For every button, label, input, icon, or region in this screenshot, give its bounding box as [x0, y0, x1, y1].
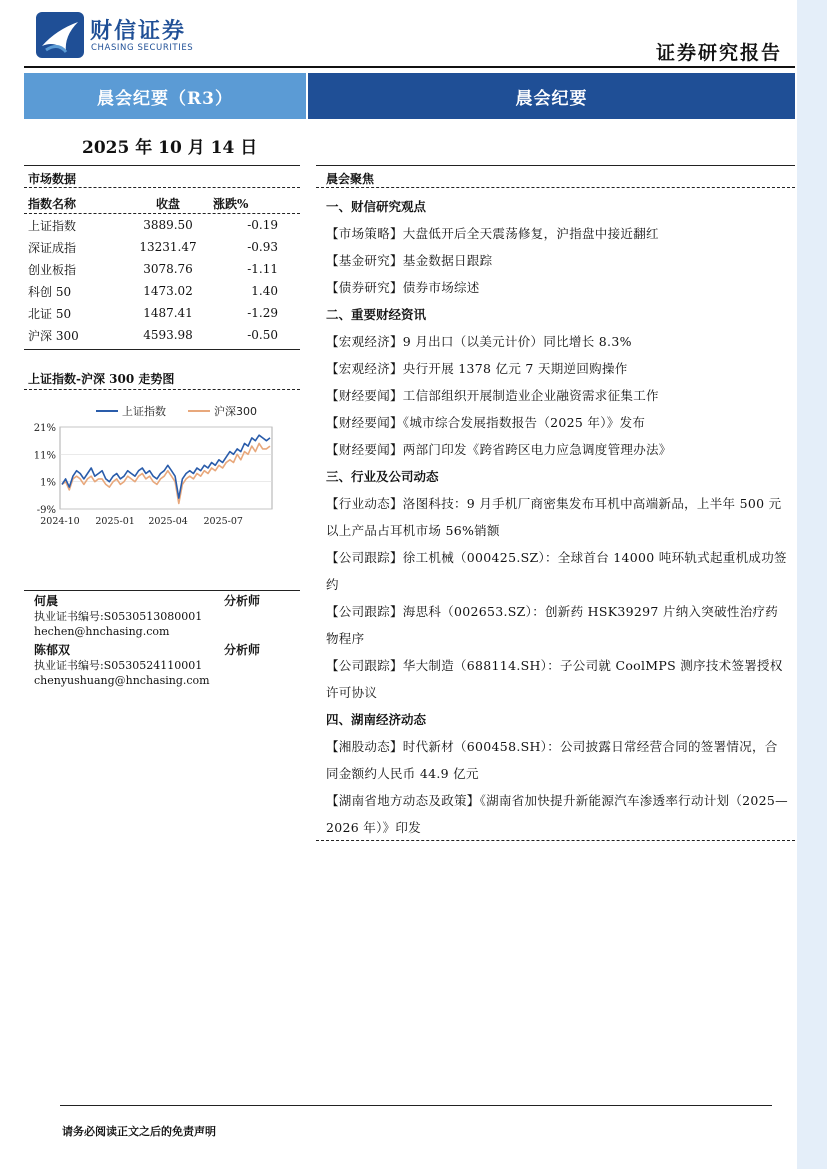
- footer-rule: [60, 1105, 772, 1106]
- focus-content: [326, 193, 788, 841]
- change-cell: -1.11: [247, 262, 278, 276]
- col-header-close: 收盘: [155, 196, 180, 211]
- company-logo: [36, 12, 84, 58]
- market-title-rule: [24, 187, 300, 188]
- focus-item[interactable]: 【基金研究】基金数据日跟踪: [326, 253, 493, 268]
- focus-title-rule: [316, 187, 795, 188]
- focus-item[interactable]: 【债券研究】债券市场综述: [326, 280, 480, 295]
- chart-y-tick-label: 11%: [33, 450, 56, 462]
- analyst-email[interactable]: hechen@hnchasing.com: [34, 625, 170, 638]
- side-decoration-bar: [797, 0, 827, 1169]
- market-top-rule: [24, 165, 300, 166]
- change-cell: -1.29: [247, 306, 278, 320]
- focus-section-heading: 四、湖南经济动态: [326, 712, 427, 727]
- analyst-role: 分析师: [223, 643, 260, 657]
- chart-x-tick-label: 2024-10: [40, 516, 80, 527]
- close-cell: 4593.98: [143, 328, 193, 342]
- focus-top-rule: [316, 165, 795, 166]
- index-name-cell: 科创 50: [28, 284, 72, 299]
- logo-cn-text: 财信证券: [90, 19, 187, 44]
- table-row: [28, 302, 300, 324]
- change-cell: -0.19: [247, 218, 278, 232]
- focus-item[interactable]: 【行业动态】洛图科技：9 月手机厂商密集发布耳机中高端新品，上半年 500 元以上产品占耳机市场 56%销额: [326, 496, 782, 538]
- market-bottom-rule: [24, 349, 300, 350]
- market-data-table: [28, 192, 300, 346]
- focus-section-heading: 三、行业及公司动态: [326, 469, 439, 484]
- banner-left: 晨会纪要（R3）: [24, 73, 306, 119]
- close-cell: 13231.47: [139, 240, 197, 254]
- change-cell: -0.50: [247, 328, 278, 342]
- focus-item[interactable]: 【湘股动态】时代新材（600458.SH）：公司披露日常经营合同的签署情况，合同金额约人民币 44.9 亿元: [326, 739, 778, 781]
- table-row: [28, 280, 300, 302]
- report-date: 2025 年 10 月 14 日: [82, 138, 258, 158]
- index-name-cell: 深证成指: [28, 240, 77, 255]
- focus-item[interactable]: 【财经要闻】工信部组织开展制造业企业融资需求征集工作: [326, 388, 659, 403]
- index-name-cell: 创业板指: [28, 262, 77, 277]
- change-cell: 1.40: [251, 284, 278, 298]
- analyst-block-2: [34, 643, 296, 688]
- analyst-name: 何晨: [34, 594, 59, 608]
- chart-title-rule: [24, 389, 300, 390]
- analyst-role: 分析师: [223, 594, 260, 608]
- chart-x-tick-label: 2025-01: [95, 516, 135, 527]
- chart-y-tick-label: 1%: [40, 477, 56, 489]
- chart-y-tick-label: -9%: [36, 505, 56, 516]
- chart-legend-label: 上证指数: [122, 405, 166, 418]
- close-cell: 1487.41: [143, 306, 193, 320]
- col-header-name: 指数名称: [28, 196, 77, 211]
- focus-item[interactable]: 【宏观经济】央行开展 1378 亿元 7 天期逆回购操作: [326, 361, 628, 376]
- table-row: [28, 214, 300, 236]
- focus-title: 晨会聚焦: [326, 172, 375, 186]
- chart-legend-label: 沪深300: [214, 405, 257, 418]
- focus-item[interactable]: 【市场策略】大盘低开后全天震荡修复，沪指盘中接近翻红: [326, 226, 659, 241]
- close-cell: 3078.76: [143, 262, 193, 276]
- table-row: [28, 236, 300, 258]
- footer-disclaimer[interactable]: 请务必阅读正文之后的免责声明: [62, 1125, 216, 1138]
- logo-en-text: CHASING SECURITIES: [91, 43, 194, 53]
- close-cell: 3889.50: [143, 218, 193, 232]
- analyst-top-rule: [24, 590, 300, 591]
- focus-bottom-rule: [316, 840, 795, 841]
- table-header-row: [28, 192, 300, 214]
- analyst-block-1: [34, 594, 296, 639]
- chart-y-tick-label: 21%: [33, 423, 56, 434]
- trend-chart: [24, 397, 300, 533]
- col-header-change: 涨跌%: [213, 196, 249, 211]
- market-data-title: 市场数据: [28, 172, 77, 186]
- banner-right: 晨会纪要: [308, 73, 795, 119]
- focus-item[interactable]: 【财经要闻】《城市综合发展指数报告（2025 年）》发布: [326, 415, 646, 430]
- index-name-cell: 上证指数: [28, 218, 77, 233]
- analyst-name: 陈郁双: [34, 643, 71, 657]
- focus-item[interactable]: 【公司跟踪】华大制造（688114.SH）：子公司就 CoolMPS 测序技术签署授权许可协议: [326, 658, 783, 700]
- analyst-cert: 执业证书编号:S0530513080001: [34, 610, 203, 623]
- analyst-cert: 执业证书编号:S0530524110001: [34, 659, 203, 672]
- focus-item[interactable]: 【财经要闻】两部门印发《跨省跨区电力应急调度管理办法》: [326, 442, 672, 457]
- focus-item[interactable]: 【公司跟踪】徐工机械（000425.SZ）：全球首台 14000 吨环轨式起重机成功签约: [326, 550, 787, 592]
- focus-section-heading: 一、财信研究观点: [326, 199, 427, 214]
- focus-item[interactable]: 【宏观经济】9 月出口（以美元计价）同比增长 8.3%: [326, 334, 632, 349]
- change-cell: -0.93: [247, 240, 278, 254]
- index-name-cell: 沪深 300: [28, 328, 79, 343]
- chart-x-tick-label: 2025-07: [203, 516, 243, 527]
- chart-x-tick-label: 2025-04: [148, 516, 188, 527]
- focus-section-heading: 二、重要财经资讯: [326, 307, 427, 322]
- focus-item[interactable]: 【湖南省地方动态及政策】《湖南省加快提升新能源汽车渗透率行动计划（2025—2026 年）》印发: [326, 793, 788, 835]
- focus-item[interactable]: 【公司跟踪】海思科（002653.SZ）：创新药 HSK39297 片纳入突破性治疗药物程序: [326, 604, 779, 646]
- table-row: [28, 324, 300, 346]
- header-rule: [24, 66, 795, 68]
- close-cell: 1473.02: [143, 284, 193, 298]
- chart-title: 上证指数-沪深 300 走势图: [28, 372, 175, 386]
- table-header-rule: [24, 213, 300, 214]
- chart-series-line: [62, 435, 270, 498]
- table-row: [28, 258, 300, 280]
- analyst-email[interactable]: chenyushuang@hnchasing.com: [34, 674, 210, 687]
- report-type-label: 证券研究报告: [656, 42, 783, 64]
- index-name-cell: 北证 50: [28, 306, 72, 321]
